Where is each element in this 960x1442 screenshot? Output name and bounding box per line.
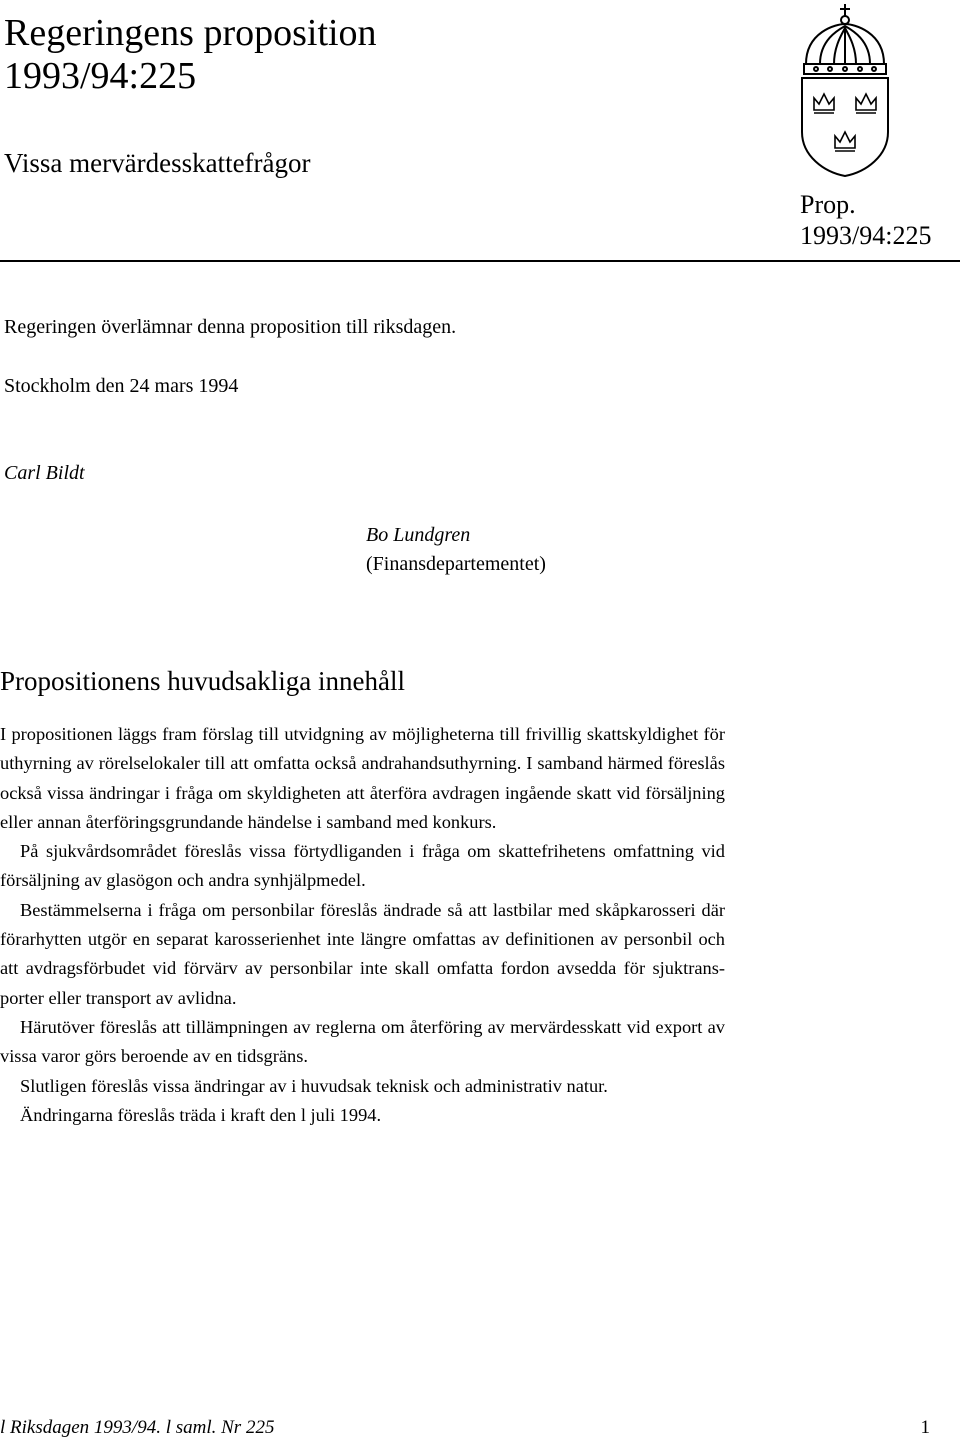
summary-paragraph: Bestämmelserna i fråga om personbilar föreslås ändrade så att lastbilar med skåpkarosseri där förarhytten utgör en separat karosserienhet inte längre omfattas av definitionen av personbil och att avdragsförbudet vid förvärv av personbilar inte skall omfatta fordon avsedda för sjuktransporter eller transport av avlidna. (0, 899, 725, 1008)
document-title (4, 12, 377, 98)
coat-of-arms-icon (796, 2, 894, 178)
proposition-number-label (800, 189, 931, 251)
department-name: (Finansdepartementet) (366, 553, 546, 575)
summary-paragraph: Slutligen föreslås vissa ändringar av i huvudsak teknisk och administrativ natur. (20, 1075, 608, 1096)
summary-heading: Propositionens huvudsakliga innehåll (0, 666, 405, 696)
summary-paragraph: Ändringarna föreslås träda i kraft den l juli 1994. (20, 1104, 382, 1125)
signature-prime-minister: Carl Bildt (4, 462, 85, 484)
document-subtitle: Vissa mervärdesskattefrågor (4, 148, 311, 178)
intro-statement: Regeringen överlämnar denna proposition till riksdagen. (4, 316, 457, 338)
summary-content (0, 720, 725, 1130)
prop-label-line-2: 1993/94:225 (800, 221, 932, 250)
title-line-1: Regeringens proposition (4, 12, 377, 54)
summary-paragraph: Härutöver föreslås att tillämpningen av reglerna om återföring av mervärdesskatt vid export av vissa varor görs beroende av en tidsgräns. (0, 1016, 725, 1067)
page-number: 1 (920, 1417, 930, 1438)
summary-paragraph: På sjukvårdsområdet föreslås vissa förtydliganden i fråga om skattefrihetens omfattning vid försäljning av glasögon och andra synhjälpmedel. (0, 841, 725, 891)
prop-label-line-1: Prop. (800, 190, 856, 219)
summary-paragraph: I propositionen läggs fram förslag till utvidgning av möjligheterna till frivillig skattskyldighet för uthyrning av rörelselokaler till att omfatta också andrahandsuthyrning. I samband härmed föreslås också vissa ändringar i fråga om skyldigheten att återföra avdragen ingående skatt vid försäljning eller annan återföringsgrundande händelse i samband med konkurs. (0, 724, 725, 832)
signature-minister: Bo Lundgren (366, 524, 471, 546)
header-divider (0, 260, 960, 262)
title-line-2: 1993/94:225 (4, 55, 197, 97)
footer-reference: l Riksdagen 1993/94. l saml. Nr 225 (0, 1417, 275, 1438)
place-date: Stockholm den 24 mars 1994 (4, 375, 239, 397)
page-footer (0, 1416, 930, 1440)
